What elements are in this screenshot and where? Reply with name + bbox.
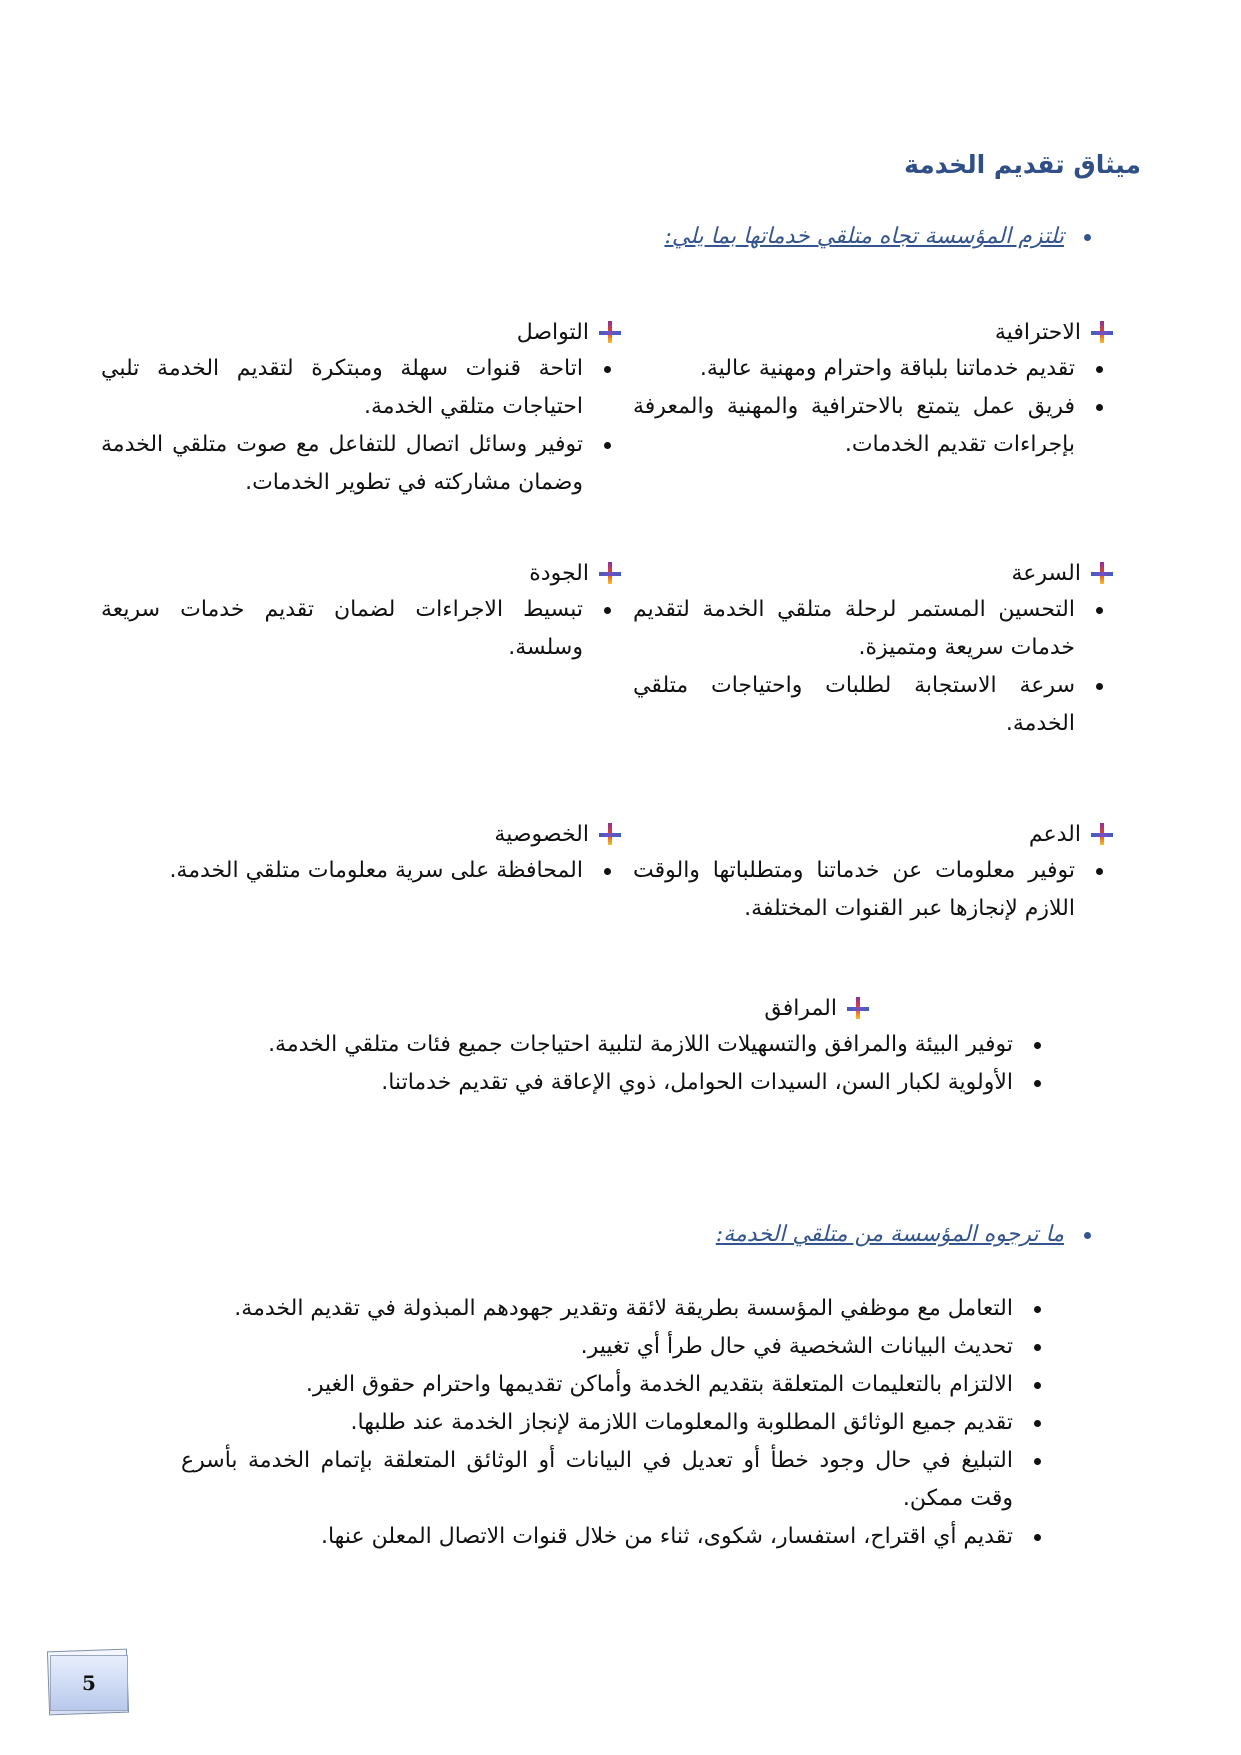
list-item: سرعة الاستجابة لطلبات واحتياجات متلقي الخدمة. <box>633 667 1113 743</box>
section-title: الدعم <box>1028 821 1081 847</box>
list-item: التحسين المستمر لرحلة متلقي الخدمة لتقديم خدمات سريعة ومتميزة. <box>633 591 1113 667</box>
section-header <box>633 314 1113 350</box>
section-header <box>231 990 869 1026</box>
list-item: تقديم خدماتنا بلباقة واحترام ومهنية عالية. <box>633 350 1113 388</box>
section-title: السرعة <box>1011 560 1081 586</box>
list-item: التبليغ في حال وجود خطأ أو تعديل في البيانات أو الوثائق المتعلقة بإتمام الخدمة بأسرع وقت ممكن. <box>181 1442 1051 1518</box>
page-title: ميثاق تقديم الخدمة <box>904 150 1141 179</box>
item-list <box>101 591 621 667</box>
expectations-heading-text: ما ترجوه المؤسسة من متلقي الخدمة: <box>715 1222 1064 1247</box>
colorful-plus-icon <box>1091 562 1113 584</box>
section-quality <box>101 555 621 667</box>
expectations-list <box>181 1290 1051 1556</box>
expectations-section <box>181 1290 1051 1556</box>
section-header <box>633 555 1113 591</box>
colorful-plus-icon <box>599 321 621 343</box>
list-item: توفير معلومات عن خدماتنا ومتطلباتها والوقت اللازم لإنجازها عبر القنوات المختلفة. <box>633 852 1113 928</box>
section-title: الجودة <box>529 560 589 586</box>
commitment-heading-text: تلتزم المؤسسة تجاه متلقي خدماتها بما يلي: <box>664 224 1064 249</box>
colorful-plus-icon <box>1091 823 1113 845</box>
section-header <box>101 816 621 852</box>
section-title: الاحترافية <box>994 319 1081 345</box>
item-list <box>101 852 621 890</box>
list-item: التعامل مع موظفي المؤسسة بطريقة لائقة وتقدير جهودهم المبذولة في تقديم الخدمة. <box>181 1290 1051 1328</box>
section-communication <box>101 314 621 502</box>
list-item: المحافظة على سرية معلومات متلقي الخدمة. <box>101 852 621 890</box>
section-support <box>633 816 1113 928</box>
list-item: الالتزام بالتعليمات المتعلقة بتقديم الخدمة وأماكن تقديمها واحترام حقوق الغير. <box>181 1366 1051 1404</box>
section-header <box>101 314 621 350</box>
list-item: تقديم أي اقتراح، استفسار، شكوى، ثناء من خلال قنوات الاتصال المعلن عنها. <box>181 1518 1051 1556</box>
section-speed <box>633 555 1113 743</box>
list-item: اتاحة قنوات سهلة ومبتكرة لتقديم الخدمة تلبي احتياجات متلقي الخدمة. <box>101 350 621 426</box>
list-item: تحديث البيانات الشخصية في حال طرأ أي تغيير. <box>181 1328 1051 1366</box>
list-item: تبسيط الاجراءات لضمان تقديم خدمات سريعة وسلسة. <box>101 591 621 667</box>
list-item: تقديم جميع الوثائق المطلوبة والمعلومات اللازمة لإنجاز الخدمة عند طلبها. <box>181 1404 1051 1442</box>
item-list <box>633 852 1113 928</box>
list-item: توفير وسائل اتصال للتفاعل مع صوت متلقي الخدمة وضمان مشاركته في تطوير الخدمات. <box>101 426 621 502</box>
section-title: التواصل <box>516 319 589 345</box>
list-item: توفير البيئة والمرافق والتسهيلات اللازمة لتلبية احتياجات جميع فئات متلقي الخدمة. <box>231 1026 1051 1064</box>
colorful-plus-icon <box>599 823 621 845</box>
item-list <box>633 591 1113 743</box>
colorful-plus-icon <box>847 997 869 1019</box>
item-list <box>101 350 621 502</box>
bullet-dot-icon <box>1084 234 1091 241</box>
colorful-plus-icon <box>599 562 621 584</box>
section-facilities <box>231 990 1051 1102</box>
colorful-plus-icon <box>1091 321 1113 343</box>
list-item: فريق عمل يتمتع بالاحترافية والمهنية والمعرفة بإجراءات تقديم الخدمات. <box>633 388 1113 464</box>
expectations-heading <box>391 1222 1091 1247</box>
section-header <box>633 816 1113 852</box>
section-title: الخصوصية <box>494 821 589 847</box>
item-list <box>231 1026 1051 1102</box>
section-title: المرافق <box>764 995 837 1021</box>
section-header <box>101 555 621 591</box>
commitment-heading <box>391 224 1091 249</box>
bullet-dot-icon <box>1084 1232 1091 1239</box>
section-privacy <box>101 816 621 890</box>
item-list <box>633 350 1113 464</box>
section-professionalism <box>633 314 1113 464</box>
list-item: الأولوية لكبار السن، السيدات الحوامل، ذوي الإعاقة في تقديم خدماتنا. <box>231 1064 1051 1102</box>
page-number: 5 <box>50 1655 128 1711</box>
